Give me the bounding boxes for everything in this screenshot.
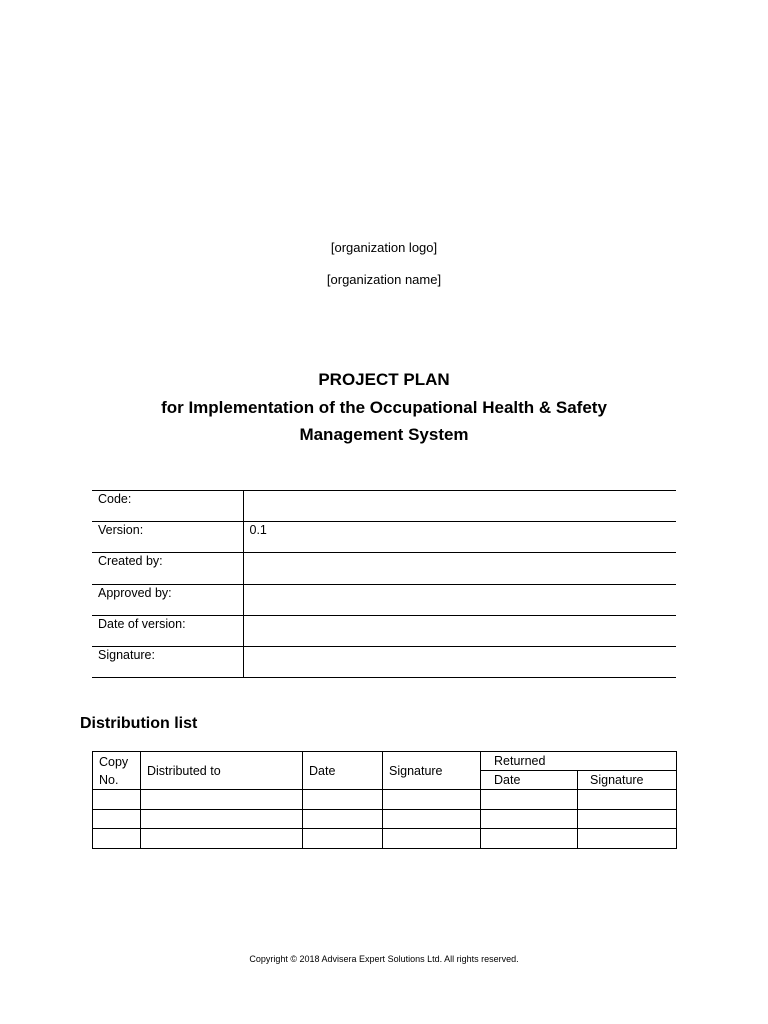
table-cell[interactable] <box>303 790 383 810</box>
meta-row-code <box>92 491 676 522</box>
copyright-footer: Copyright © 2018 Advisera Expert Solutions Ltd. All rights reserved. <box>249 954 519 964</box>
copy-no-header <box>93 752 141 790</box>
meta-value[interactable] <box>243 584 676 615</box>
table-cell[interactable] <box>141 790 303 810</box>
returned-header: Returned <box>481 752 677 771</box>
meta-value[interactable] <box>243 646 676 677</box>
table-cell[interactable] <box>578 790 677 810</box>
meta-value[interactable] <box>243 553 676 584</box>
distributed-to-header: Distributed to <box>141 752 303 790</box>
meta-label: Version: <box>92 522 243 553</box>
table-cell[interactable] <box>141 829 303 849</box>
returned-date-header: Date <box>481 771 578 790</box>
meta-value[interactable]: 0.1 <box>243 522 676 553</box>
table-cell[interactable] <box>141 809 303 829</box>
distribution-table <box>92 751 677 849</box>
meta-row-version <box>92 522 676 553</box>
table-cell[interactable] <box>383 829 481 849</box>
table-cell[interactable] <box>303 809 383 829</box>
table-cell[interactable] <box>93 790 141 810</box>
table-cell[interactable] <box>578 829 677 849</box>
table-cell[interactable] <box>93 809 141 829</box>
table-cell[interactable] <box>383 809 481 829</box>
copy-header-line: Copy <box>99 754 129 769</box>
organization-logo-placeholder: [organization logo] <box>330 240 438 255</box>
table-row <box>93 790 677 810</box>
meta-row-approved-by <box>92 584 676 615</box>
distribution-list-heading: Distribution list <box>80 715 198 732</box>
meta-label: Signature: <box>92 646 243 677</box>
table-cell[interactable] <box>481 809 578 829</box>
distribution-header-row <box>93 752 677 771</box>
table-row <box>93 809 677 829</box>
date-header: Date <box>303 752 383 790</box>
meta-row-signature <box>92 646 676 677</box>
table-cell[interactable] <box>383 790 481 810</box>
title-line-3: Management System <box>299 425 469 444</box>
meta-row-date-of-version <box>92 615 676 646</box>
signature-header: Signature <box>383 752 481 790</box>
no-header-line: No. <box>99 772 119 787</box>
organization-name-placeholder: [organization name] <box>326 272 442 287</box>
meta-value[interactable] <box>243 615 676 646</box>
meta-label: Date of version: <box>92 615 243 646</box>
meta-label: Created by: <box>92 553 243 584</box>
table-cell[interactable] <box>481 829 578 849</box>
meta-value[interactable] <box>243 491 676 522</box>
meta-row-created-by <box>92 553 676 584</box>
meta-label: Code: <box>92 491 243 522</box>
table-cell[interactable] <box>303 829 383 849</box>
document-meta-table <box>92 490 676 678</box>
table-cell[interactable] <box>481 790 578 810</box>
document-title <box>0 366 768 449</box>
table-cell[interactable] <box>578 809 677 829</box>
returned-signature-header: Signature <box>578 771 677 790</box>
table-row <box>93 829 677 849</box>
title-line-2: for Implementation of the Occupational Health & Safety <box>161 397 607 417</box>
meta-label: Approved by: <box>92 584 243 615</box>
title-line-1: PROJECT PLAN <box>318 370 450 389</box>
table-cell[interactable] <box>93 829 141 849</box>
